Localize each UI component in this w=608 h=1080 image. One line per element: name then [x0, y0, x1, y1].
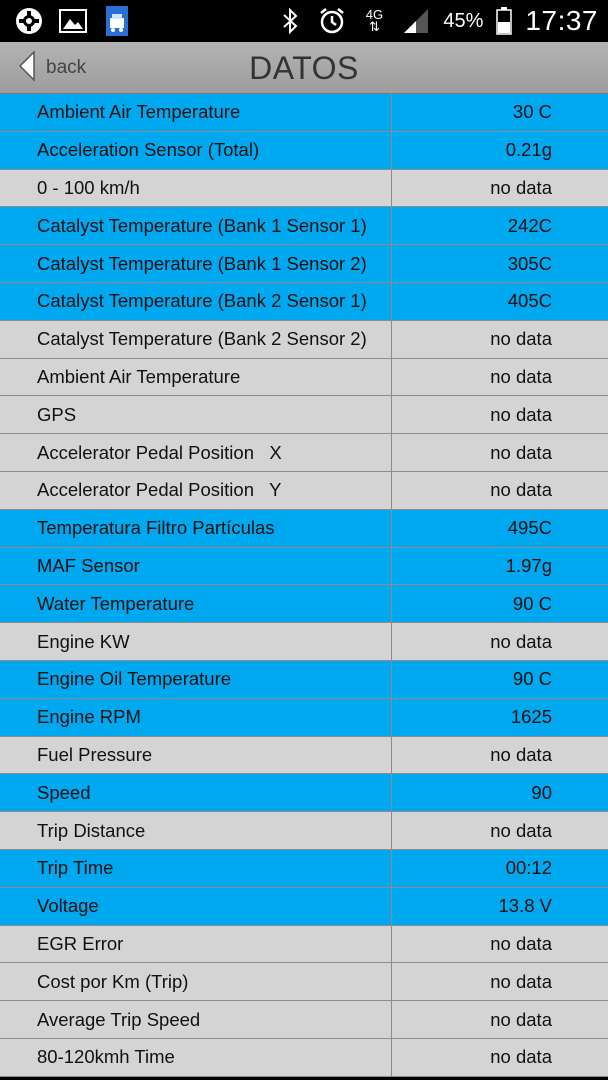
- row-value: no data: [490, 932, 552, 954]
- table-row[interactable]: [0, 737, 608, 775]
- table-row[interactable]: [0, 510, 608, 548]
- bluetooth-icon: [275, 6, 305, 36]
- row-label: Voltage: [0, 888, 392, 925]
- row-value: 495C: [507, 517, 552, 539]
- row-value: no data: [490, 479, 552, 501]
- status-bar: [0, 0, 608, 42]
- row-label: Average Trip Speed: [0, 1001, 392, 1038]
- row-label: Engine RPM: [0, 699, 392, 736]
- row-value: 1.97g: [505, 554, 552, 576]
- row-value: no data: [490, 403, 552, 425]
- row-value: no data: [490, 328, 552, 350]
- settings-gear-icon: [14, 6, 44, 36]
- row-label: Catalyst Temperature (Bank 2 Sensor 1): [0, 283, 392, 320]
- row-label: Engine KW: [0, 623, 392, 660]
- table-row[interactable]: [0, 888, 608, 926]
- table-row[interactable]: [0, 245, 608, 283]
- table-row[interactable]: [0, 699, 608, 737]
- row-value: no data: [490, 743, 552, 765]
- row-label: Catalyst Temperature (Bank 2 Sensor 2): [0, 321, 392, 358]
- row-label: Cost por Km (Trip): [0, 963, 392, 1000]
- table-row[interactable]: [0, 207, 608, 245]
- row-value: 90: [531, 781, 552, 803]
- row-value: no data: [490, 819, 552, 841]
- page-title: DATOS: [249, 50, 359, 86]
- row-value: 90 C: [512, 668, 552, 690]
- row-label: Trip Distance: [0, 812, 392, 849]
- row-value: 1625: [510, 706, 552, 728]
- table-row[interactable]: [0, 774, 608, 812]
- table-row[interactable]: [0, 661, 608, 699]
- row-value: 90 C: [512, 592, 552, 614]
- row-label: Fuel Pressure: [0, 737, 392, 774]
- row-value: 0.21g: [505, 139, 552, 161]
- row-label: Accelerator Pedal Position X: [0, 434, 392, 471]
- table-row[interactable]: [0, 963, 608, 1001]
- row-value: no data: [490, 176, 552, 198]
- row-label: MAF Sensor: [0, 548, 392, 585]
- table-row[interactable]: [0, 359, 608, 397]
- row-label: Ambient Air Temperature: [0, 359, 392, 396]
- row-label: GPS: [0, 396, 392, 433]
- signal-icon: [401, 6, 431, 36]
- row-label: Catalyst Temperature (Bank 1 Sensor 2): [0, 245, 392, 282]
- row-value: no data: [490, 970, 552, 992]
- table-row[interactable]: [0, 283, 608, 321]
- row-label: Trip Time: [0, 850, 392, 887]
- table-row[interactable]: [0, 472, 608, 510]
- table-row[interactable]: [0, 94, 608, 132]
- row-label: Engine Oil Temperature: [0, 661, 392, 698]
- table-row[interactable]: [0, 926, 608, 964]
- table-row[interactable]: [0, 1001, 608, 1039]
- data-arrows-icon: ⇅: [368, 19, 380, 34]
- row-value: no data: [490, 365, 552, 387]
- back-button[interactable]: [18, 50, 86, 86]
- row-label: Speed: [0, 774, 392, 811]
- row-value: no data: [490, 1008, 552, 1030]
- row-label: EGR Error: [0, 926, 392, 963]
- row-label: Accelerator Pedal Position Y: [0, 472, 392, 509]
- row-value: no data: [490, 441, 552, 463]
- table-row[interactable]: [0, 812, 608, 850]
- table-row[interactable]: [0, 1039, 608, 1077]
- row-value: 405C: [507, 290, 552, 312]
- row-label: Catalyst Temperature (Bank 1 Sensor 1): [0, 207, 392, 244]
- row-value: 242C: [507, 214, 552, 236]
- table-row[interactable]: [0, 434, 608, 472]
- battery-icon: [495, 6, 513, 36]
- row-value: 30 C: [512, 101, 552, 123]
- row-label: Acceleration Sensor (Total): [0, 132, 392, 169]
- gallery-image-icon: [58, 6, 88, 36]
- table-row[interactable]: [0, 396, 608, 434]
- table-row[interactable]: [0, 321, 608, 359]
- table-row[interactable]: [0, 623, 608, 661]
- row-label: Water Temperature: [0, 585, 392, 622]
- header-bar: [0, 42, 608, 94]
- table-row[interactable]: [0, 548, 608, 586]
- row-value: 13.8 V: [498, 895, 552, 917]
- row-value: no data: [490, 630, 552, 652]
- row-label: 0 - 100 km/h: [0, 170, 392, 207]
- car-app-icon: [102, 6, 132, 36]
- row-label: Temperatura Filtro Partículas: [0, 510, 392, 547]
- row-value: 00:12: [505, 857, 552, 879]
- battery-percent: 45%: [443, 9, 484, 32]
- table-row[interactable]: [0, 585, 608, 623]
- row-value: 305C: [507, 252, 552, 274]
- network-type: 4G: [365, 7, 384, 22]
- table-row[interactable]: [0, 132, 608, 170]
- row-label: 80-120kmh Time: [0, 1039, 392, 1076]
- data-table: [0, 94, 608, 1077]
- row-value: no data: [490, 1046, 552, 1068]
- row-label: Ambient Air Temperature: [0, 94, 392, 131]
- table-row[interactable]: [0, 850, 608, 888]
- table-row[interactable]: [0, 170, 608, 208]
- clock: 17:37: [525, 5, 598, 36]
- network-4g-icon: [359, 6, 389, 36]
- alarm-icon: [317, 6, 347, 36]
- back-label: back: [46, 57, 87, 78]
- chevron-left-icon: [18, 50, 36, 87]
